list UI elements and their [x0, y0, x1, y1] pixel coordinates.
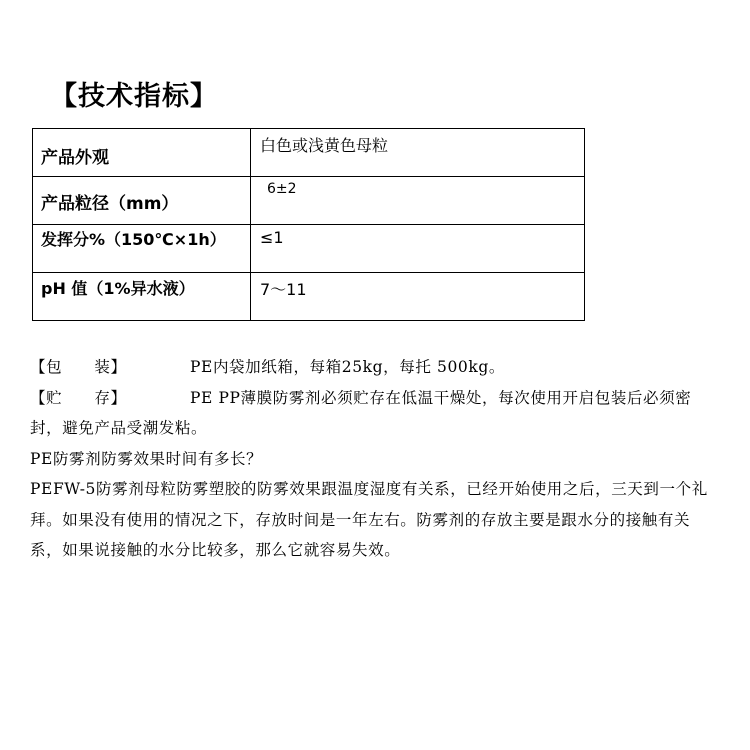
spec-label: pH 值（1%异水液） — [41, 279, 195, 298]
answer-paragraph: PEFW-5防雾剂母粒防雾塑胶的防雾效果跟温度湿度有关系，已经开始使用之后，三天到一个礼拜。如果没有使用的情况之下，存放时间是一年左右。防雾剂的存放主要是跟水分的接触有关系，如果说接触的水分比较多，那么它就容易失效。 — [30, 480, 708, 559]
packaging-paragraph — [30, 352, 710, 383]
packaging-tag: 【包 装】 — [30, 358, 127, 376]
spec-value-cell — [251, 225, 585, 273]
spec-label-cell — [33, 129, 251, 177]
table-row — [33, 225, 585, 273]
spec-label: 产品粒径（mm） — [41, 194, 179, 214]
body-text — [30, 352, 710, 566]
storage-paragraph — [30, 383, 710, 444]
spec-value: 7～11 — [260, 280, 307, 299]
storage-tag: 【贮 存】 — [30, 388, 127, 407]
spec-label-cell — [33, 273, 251, 321]
spec-label: 产品外观 — [41, 148, 109, 168]
packaging-text: PE内袋加纸箱，每箱25kg，每托 500kg。 — [190, 358, 506, 376]
spec-value: ≤1 — [260, 228, 284, 247]
spec-label-cell — [33, 177, 251, 225]
spec-value-cell — [251, 177, 585, 225]
spec-value-cell — [251, 273, 585, 321]
spec-value: 白色或浅黄色母粒 — [260, 136, 389, 155]
spec-table — [32, 128, 585, 321]
spec-label-cell — [33, 225, 251, 273]
storage-text: PE PP薄膜防雾剂必须贮存在低温干燥处，每次使用开启包装后必须密封，避免产品受潮发粘。 — [30, 388, 692, 437]
section-title: 【技术指标】 — [50, 81, 218, 112]
spec-value: 6±2 — [267, 181, 297, 197]
spec-value-cell — [251, 129, 585, 177]
spec-label: 发挥分%（150℃×1h） — [41, 230, 226, 249]
table-row — [33, 129, 585, 177]
table-row — [33, 177, 585, 225]
question-heading: PE防雾剂防雾效果时间有多长？ — [30, 449, 263, 468]
table-row — [33, 273, 585, 321]
